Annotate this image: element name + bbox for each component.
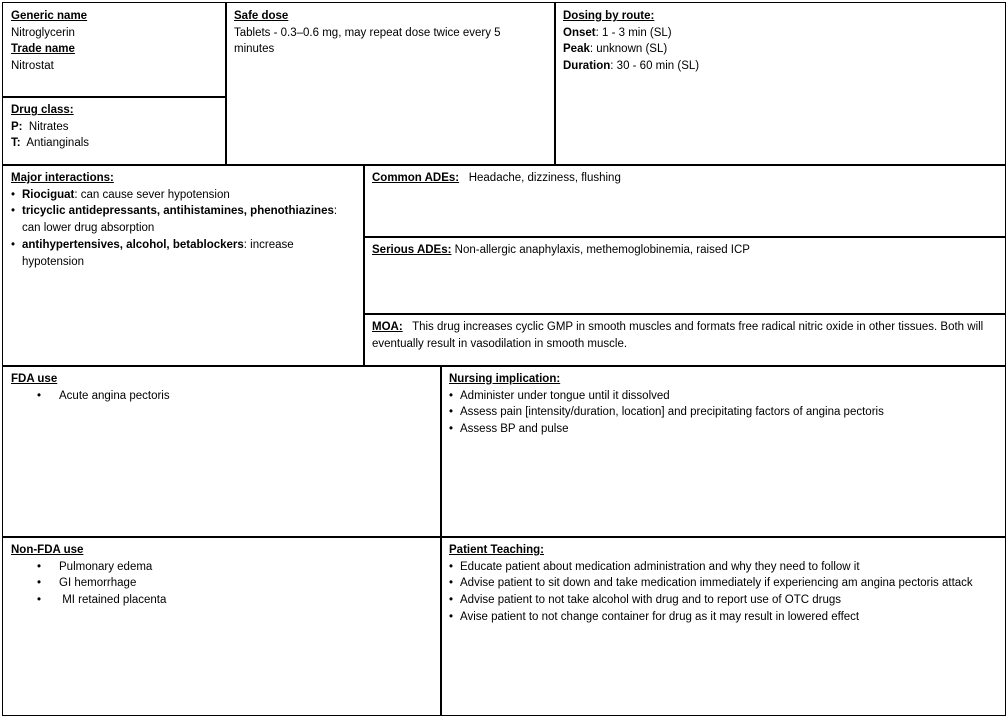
serious-ades-cell xyxy=(363,236,1006,315)
drug-class-t-label: T: xyxy=(11,137,21,150)
non-fda-use-cell xyxy=(2,536,442,716)
common-ades-value: Headache, dizziness, flushing xyxy=(468,172,621,184)
drug-class-p-label: P: xyxy=(11,120,23,133)
nursing-item: • Administer under tongue until it dissolved xyxy=(449,388,1005,405)
interaction-item: • antihypertensives, alcohol, betablockers: increase hypotension xyxy=(11,237,346,270)
common-ades-cell xyxy=(363,164,1006,238)
moa-value: This drug increases cyclic GMP in smooth muscles and formats free radical nitric oxide in other tissues. Both will eventually result in vasodilation in smooth muscle. xyxy=(372,321,984,350)
nursing-item: • Assess BP and pulse xyxy=(449,421,1005,438)
patient-teaching-heading: Patient Teaching: xyxy=(449,544,544,556)
safe-dose-cell xyxy=(225,2,556,166)
teaching-item: • Advise patient to not take alcohol with drug and to report use of OTC drugs xyxy=(449,592,979,609)
drug-class-t xyxy=(11,135,226,152)
serious-ades-value: Non-allergic anaphylaxis, methemoglobinemia, raised ICP xyxy=(454,244,750,256)
onset-label: Onset xyxy=(563,26,596,39)
drug-class-cell xyxy=(2,96,227,166)
safe-dose-heading: Safe dose xyxy=(234,10,289,22)
onset-value: : 1 - 3 min (SL) xyxy=(595,26,672,39)
drug-class-t-value: Antianginals xyxy=(26,137,90,150)
major-interactions-heading: Major interactions: xyxy=(11,172,114,184)
fda-use-heading: FDA use xyxy=(11,373,58,385)
major-interactions-cell xyxy=(2,164,365,367)
generic-trade-cell xyxy=(2,2,227,98)
non-fda-use-heading: Non-FDA use xyxy=(11,544,84,556)
dosing-cell xyxy=(554,2,1006,166)
peak-label: Peak xyxy=(563,43,590,56)
moa-cell xyxy=(363,313,1006,367)
serious-ades-heading: Serious ADEs: xyxy=(372,244,452,256)
duration-value: : 30 - 60 min (SL) xyxy=(610,60,700,73)
nursing-item: • Assess pain [intensity/duration, location] and precipitating factors of angina pectoris xyxy=(449,404,1005,421)
non-fda-use-item: • GI hemorrhage xyxy=(11,575,441,592)
dosing-onset xyxy=(563,25,1005,42)
nursing-cell xyxy=(440,365,1006,538)
trade-name-value: Nitrostat xyxy=(11,60,54,73)
non-fda-use-item: • Pulmonary edema xyxy=(11,559,441,576)
trade-name-heading: Trade name xyxy=(11,43,75,56)
fda-use-item: • Acute angina pectoris xyxy=(11,388,441,405)
safe-dose-value: Tablets - 0.3–0.6 mg, may repeat dose twice every 5 minutes xyxy=(234,26,501,56)
drug-class-p-value: Nitrates xyxy=(28,120,69,133)
teaching-item: • Advise patient to sit down and take medication immediately if experiencing am angina pectoris attack xyxy=(449,575,979,592)
fda-use-cell xyxy=(2,365,442,538)
dosing-duration xyxy=(563,58,1005,75)
generic-name-heading: Generic name xyxy=(11,10,88,22)
nursing-heading: Nursing implication: xyxy=(449,373,561,385)
drug-class-p xyxy=(11,119,226,136)
patient-teaching-cell xyxy=(440,536,1006,716)
interaction-item: • tricyclic antidepressants, antihistamines, phenothiazines: can lower drug absorption xyxy=(11,203,346,236)
drug-class-heading: Drug class: xyxy=(11,104,74,116)
non-fda-use-item: • MI retained placenta xyxy=(11,592,441,609)
common-ades-heading: Common ADEs: xyxy=(372,172,460,184)
dosing-heading: Dosing by route: xyxy=(563,10,655,22)
duration-label: Duration xyxy=(563,60,611,73)
teaching-item: • Educate patient about medication administration and why they need to follow it xyxy=(449,559,979,576)
teaching-item: • Avise patient to not change container for drug as it may result in lowered effect xyxy=(449,609,979,626)
peak-value: : unknown (SL) xyxy=(589,43,668,56)
moa-heading: MOA: xyxy=(372,321,403,333)
interaction-item: • Riociguat: can cause sever hypotension xyxy=(11,187,346,204)
generic-name-value: Nitroglycerin xyxy=(11,26,75,39)
dosing-peak xyxy=(563,41,1005,58)
